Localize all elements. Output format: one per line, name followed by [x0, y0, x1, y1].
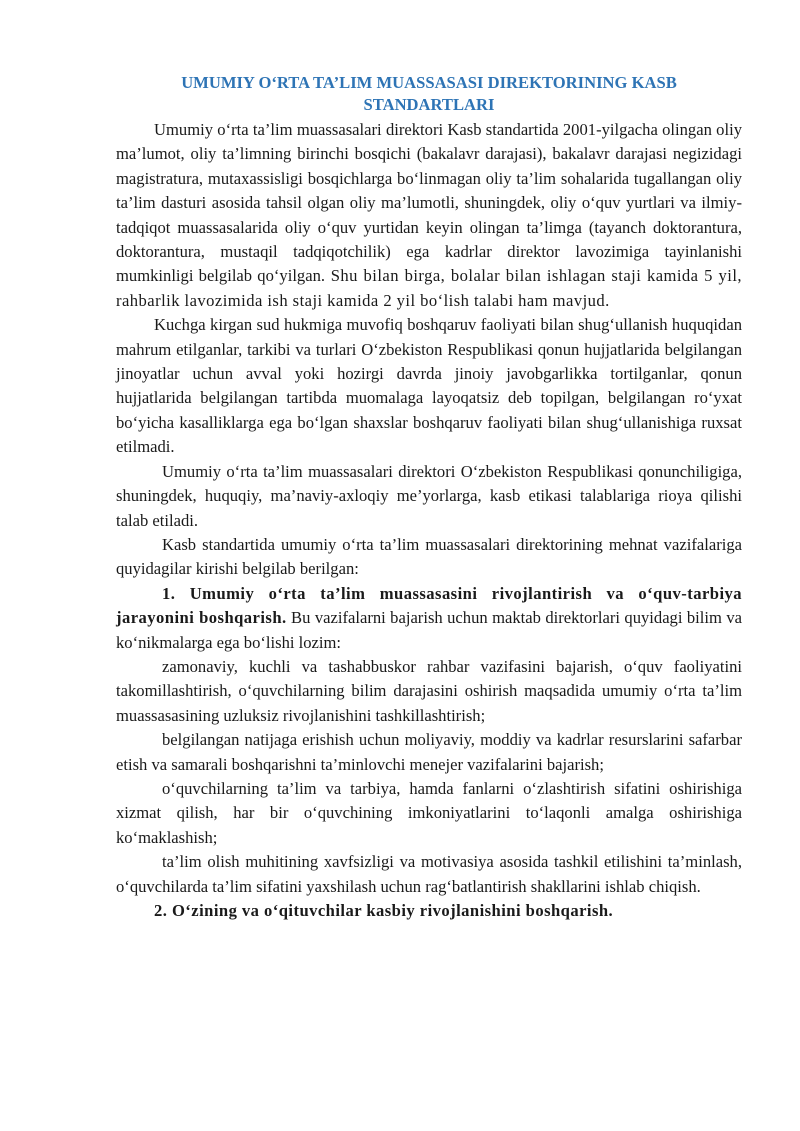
paragraph-duty-1 — [116, 582, 742, 655]
paragraph-restrictions: Kuchga kirgan sud hukmiga muvofiq boshqaruv faoliyati bilan shug‘ullanish huquqidan mahrum etilganlar, tarkibi va turlari O‘zbekiston Respublikasi qonun hujjatlarida belgilangan jinoyatlar uchun avval yoki hozirgi davrda jinoiy javobgarlikka tortilganlar, qonun hujjatlarida belgilangan tartibda muomalaga layoqatsiz deb topilgan, belgilangan ro‘yxat bo‘yicha kasalliklarga ega bo‘lgan shaxslar boshqaruv faoliyati bilan shug‘ullanishiga ruxsat etilmadi. — [116, 315, 742, 457]
paragraph-duty-2 — [116, 899, 742, 923]
document-title: UMUMIY O‘RTA TA’LIM MUASSASASI DIREKTORINING KASB STANDARTLARI — [181, 73, 677, 114]
paragraph-qualifications-text: Umumiy o‘rta ta’lim muassasalari direktori Kasb standartida 2001-yilgacha olingan oliy ma’lumot, oliy ta’limning birinchi bosqichi (bakalavr darajasi), bakalavr darajasi negizidagi magistratura, mutaxassisligi bosqichlarga bo‘linmagan oliy ta’lim sohalarida tugallangan oliy ta’lim dasturi asosida tahsil olgan oliy ma’lumotli, shuningdek, oliy o‘quv yurtlari va ilmiy-tadqiqot muassasalarida oliy o‘quv yurtidan keyin olingan ta’limga (tayanch doktorantura, doktorantura, mustaqil tadqiqotchilik) ega kadrlar direktor lavozimiga tayinlanishi mumkinligi belgilab qo‘yilgan. — [116, 120, 742, 286]
list-item-safety: ta’lim olish muhitining xavfsizligi va motivasiya asosida tashkil etilishini ta’minlash, o‘quvchilarda ta’lim sifatini yaxshilash uchun rag‘batlantirish shakllarini ishlab chiqish. — [116, 852, 742, 896]
paragraph-qualifications-experience: Shu bilan birga, bolalar bilan ishlagan staji kamida 5 yil, rahbarlik lavozimida ish staji kamida 2 yil bo‘lish talabi ham mavjud. — [116, 266, 743, 310]
document-page — [116, 72, 742, 923]
duty-2-heading: 2. O‘zining va o‘qituvchilar kasbiy rivojlanishini boshqarish. — [154, 901, 614, 920]
list-item-leadership: zamonaviy, kuchli va tashabbuskor rahbar vazifasini bajarish, o‘quv faoliyatini takomillashtirish, o‘quvchilarning bilim darajasini oshirish maqsadida umumiy o‘rta ta’lim muassasasining uzluksiz rivojlanishini tashkillashtirish; — [116, 656, 742, 725]
paragraph-duties-intro: Kasb standartida umumiy o‘rta ta’lim muassasalari direktorining mehnat vazifalariga quyidagilar kirishi belgilab berilgan: — [116, 534, 742, 579]
paragraph-compliance: Umumiy o‘rta ta’lim muassasalari direktori O‘zbekiston Respublikasi qonunchiligiga, shuningdek, huquqiy, ma’naviy-axloqiy me’yorlarga, kasb etikasi talablariga rioya qilishi talab etiladi. — [116, 461, 742, 530]
duty-1-text: Bu vazifalarni bajarish uchun maktab direktorlari quyidagi bilim va ko‘nikmalarga ega bo‘lishi lozim: — [116, 608, 742, 652]
list-item-resources: belgilangan natijaga erishish uchun moliyaviy, moddiy va kadrlar resurslarini safarbar etish va samarali boshqarishni ta’minlovchi menejer vazifalarini bajarish; — [116, 730, 742, 774]
list-item-quality: o‘quvchilarning ta’lim va tarbiya, hamda fanlarni o‘zlashtirish sifatini oshirishiga xizmat qilish, har bir o‘quvchining imkoniyatlarini to‘laqonli amalga oshirishiga ko‘maklashish; — [116, 778, 742, 847]
paragraph-qualifications — [116, 118, 742, 313]
duty-1-heading: 1. Umumiy o‘rta ta’lim muassasasini rivojlantirish va o‘quv-tarbiya jarayonini boshqarish. — [116, 583, 742, 628]
